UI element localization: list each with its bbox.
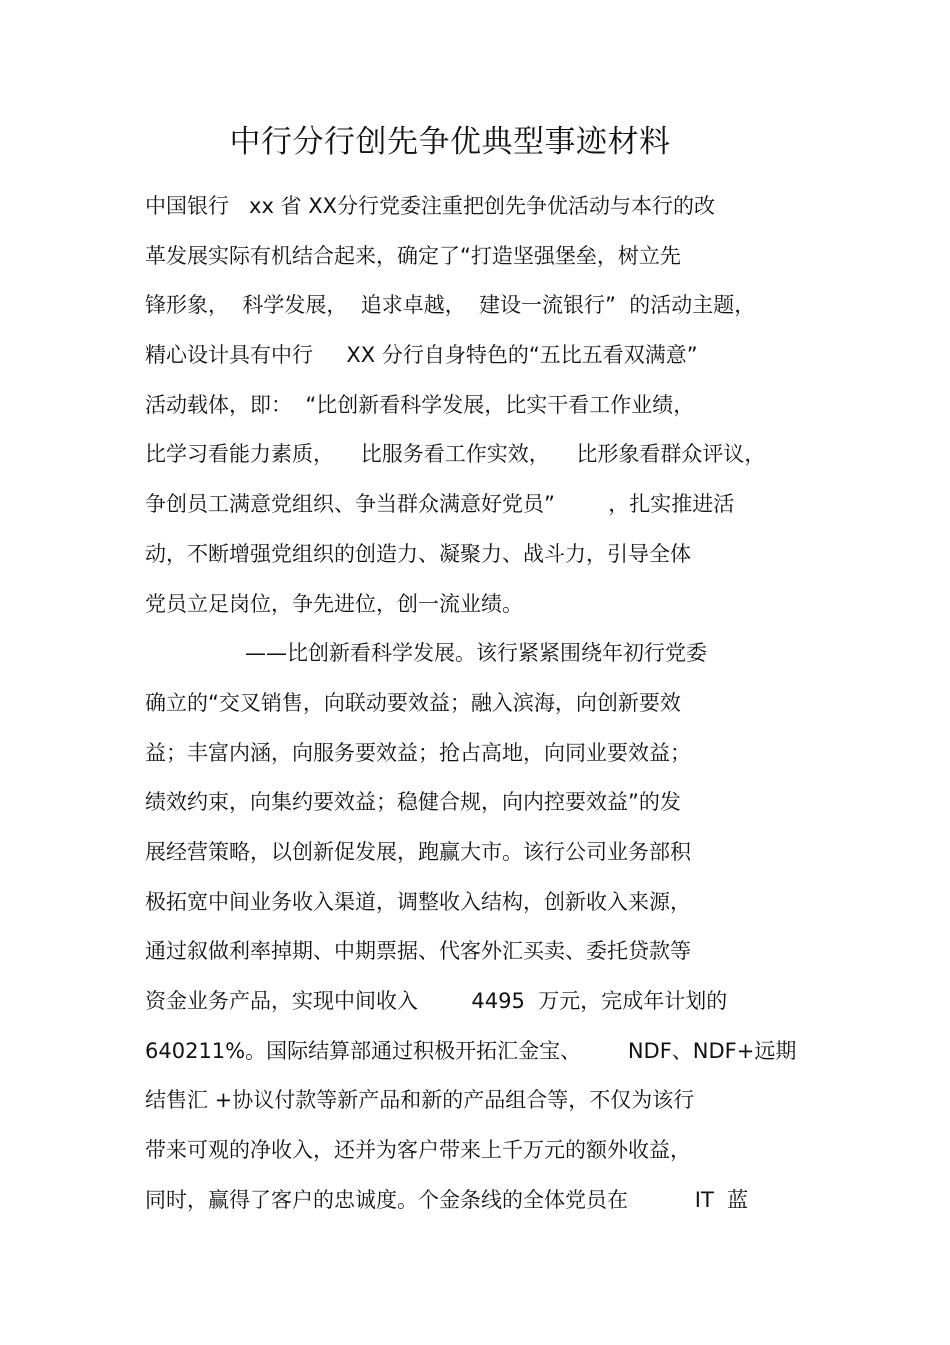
- body-line: 精心设计具有中行 XX 分行自身特色的“五比五看双满意”: [145, 343, 698, 368]
- body-line: 益；丰富内涵，向服务要效益；抢占高地，向同业要效益；: [145, 740, 691, 765]
- document-title: 中行分行创先争优典型事迹材料: [229, 124, 671, 160]
- body-line: 争创员工满意党组织、争当群众满意好党员” ，扎实推进活: [145, 492, 735, 517]
- body-line: 640211%。国际结算部通过积极开拓汇金宝、 NDF、NDF+远期: [145, 1038, 797, 1063]
- body-line: 资金业务产品，实现中间收入 4495 万元，完成年计划的: [145, 989, 728, 1013]
- body-line-indented: ——比创新看科学发展。该行紧紧围绕年初行党委: [245, 641, 707, 666]
- body-line: 比学习看能力素质， 比服务看工作实效， 比形象看群众评议，: [145, 442, 766, 467]
- body-line: 党员立足岗位，争先进位，创一流业绩。: [145, 591, 523, 616]
- body-line: 极拓宽中间业务收入渠道，调整收入结构，创新收入来源，: [145, 889, 691, 914]
- body-line: 确立的“交叉销售，向联动要效益；融入滨海，向创新要效: [145, 690, 681, 715]
- body-line: 同时，赢得了客户的忠诚度。个金条线的全体党员在 IT 蓝: [145, 1187, 749, 1212]
- body-line: 活动载体，即： “比创新看科学发展，比实干看工作业绩，: [145, 392, 695, 417]
- document-body: [145, 186, 845, 1229]
- body-line: 绩效约束，向集约要效益；稳健合规，向内控要效益”的发: [145, 790, 681, 815]
- body-line: 革发展实际有机结合起来，确定了“打造坚强堡垒，树立先: [145, 243, 681, 268]
- body-line: 结售汇 +协议付款等新产品和新的产品组合等，不仅为该行: [145, 1088, 695, 1113]
- body-line: 展经营策略，以创新促发展，跑赢大市。该行公司业务部积: [145, 839, 691, 864]
- body-line: 动，不断增强党组织的创造力、凝聚力、战斗力，引导全体: [145, 541, 691, 566]
- body-line: 中国银行 xx 省 XX分行党委注重把创先争优活动与本行的改: [145, 194, 716, 218]
- body-line: 通过叙做利率掉期、中期票据、代客外汇买卖、委托贷款等: [145, 939, 691, 964]
- body-line: 锋形象， 科学发展， 追求卓越， 建设一流银行” 的活动主题，: [145, 293, 756, 318]
- body-line: 带来可观的净收入，还并为客户带来上千万元的额外收益，: [145, 1138, 691, 1163]
